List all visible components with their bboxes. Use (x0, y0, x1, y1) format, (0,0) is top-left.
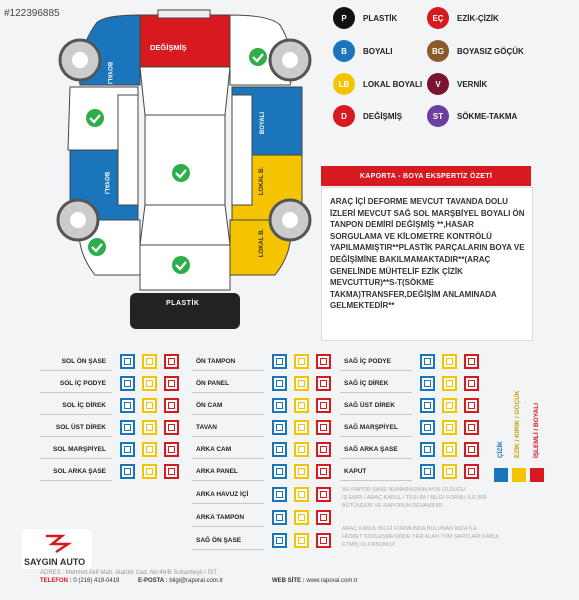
car-diagram (40, 5, 325, 335)
key-swatch-yellow (512, 468, 526, 482)
checklist-row-label: SOL MARŞPİYEL (40, 441, 112, 459)
status-checkbox[interactable] (142, 464, 157, 479)
legend-item (333, 7, 397, 29)
legend-item (427, 73, 487, 95)
status-checkbox[interactable] (272, 376, 287, 391)
key-swatch-blue (494, 468, 508, 482)
checklist-row-label: ARKA PANEL (192, 463, 264, 481)
status-checkbox[interactable] (164, 354, 179, 369)
status-checkbox[interactable] (294, 354, 309, 369)
checklist-row-label: ARKA TAMPON (192, 509, 264, 527)
legend-label: SÖKME-TAKMA (457, 111, 518, 121)
status-checkbox[interactable] (142, 442, 157, 457)
legend-item (333, 40, 393, 62)
checklist-row-label: ÖN PANEL (192, 375, 264, 393)
status-checkbox[interactable] (464, 442, 479, 457)
left-front-label: BOYALI (106, 61, 113, 85)
status-checkbox[interactable] (142, 376, 157, 391)
checklist-row-label: SOL ARKA ŞASE (40, 463, 112, 481)
note-line: BÜTÜNDÜR VE RAPORUN DEVAMIDIR. (342, 503, 444, 509)
status-checkbox[interactable] (316, 464, 331, 479)
checklist-row-label: TAVAN (192, 419, 264, 437)
phone-label: TELEFON : (40, 578, 72, 584)
legend-badge: V (427, 73, 449, 95)
key-label-islemli: İŞLEMLİ / BOYALI (533, 402, 540, 458)
key-label-cizik: ÇİZİK (497, 441, 504, 458)
status-checkbox[interactable] (316, 533, 331, 548)
legend-label: BOYALI (363, 46, 393, 56)
status-checkbox[interactable] (294, 376, 309, 391)
status-checkbox[interactable] (294, 464, 309, 479)
status-checkbox[interactable] (464, 354, 479, 369)
checklist-row-label: SAĞ MARŞPİYEL (340, 419, 412, 437)
checklist-row-label: KAPUT (340, 463, 412, 481)
checklist-row-label: SOL İÇ PODYE (40, 375, 112, 393)
note-line: İŞ EMRİ / ARAÇ KABUL / TESLİM / BİLGİ FORMU İLE BİR (342, 495, 487, 501)
checklist-row-label: SAĞ İÇ PODYE (340, 353, 412, 371)
checklist-row-label: SOL İÇ DİREK (40, 397, 112, 415)
phone-line (40, 578, 119, 584)
legend-item (333, 105, 402, 127)
status-checkbox[interactable] (272, 420, 287, 435)
status-checkbox[interactable] (164, 464, 179, 479)
email-value[interactable]: bilgi@raporal.com.tr (169, 578, 224, 584)
brand-logo-box (22, 529, 92, 569)
note-line: HİZMET SÖZLEŞMESİNDE YER ALAN TÜM ŞARTLARI KABUL (342, 534, 501, 540)
legend-badge: B (333, 40, 355, 62)
status-checkbox[interactable] (142, 420, 157, 435)
status-checkbox[interactable] (164, 376, 179, 391)
legend-badge: D (333, 105, 355, 127)
legend-label: EZİK-ÇİZİK (457, 13, 499, 23)
status-checkbox[interactable] (442, 398, 457, 413)
checklist-row-label: SOL ÖN ŞASE (40, 353, 112, 371)
status-checkbox[interactable] (120, 354, 135, 369)
legend-label: PLASTİK (363, 13, 398, 23)
legend-label: DEĞİŞMİŞ (363, 111, 403, 121)
status-checkbox[interactable] (272, 464, 287, 479)
status-checkbox[interactable] (464, 420, 479, 435)
status-checkbox[interactable] (142, 398, 157, 413)
status-checkbox[interactable] (272, 398, 287, 413)
left-rear-label: BOYALI (103, 171, 110, 195)
note-line: ARAÇ KABUL BİLGİ FORMUNDA BULUNAN İMZA İLE (342, 526, 478, 532)
windshield (140, 67, 230, 115)
status-checkbox[interactable] (442, 376, 457, 391)
status-checkbox[interactable] (464, 376, 479, 391)
rear-window (140, 205, 230, 245)
status-checkbox[interactable] (272, 487, 287, 502)
legend-item (333, 73, 422, 95)
status-checkbox[interactable] (294, 510, 309, 525)
brand-logo-icon (42, 532, 72, 554)
right-door-label: LOKAL B. (259, 166, 266, 196)
checklist-row-label: SOL ÜST DİREK (40, 419, 112, 437)
email-line (138, 578, 223, 584)
status-checkbox[interactable] (164, 442, 179, 457)
right-front-label: BOYALI (260, 111, 267, 135)
legend-item (427, 7, 499, 29)
checklist-row-label: SAĞ İÇ DİREK (340, 375, 412, 393)
legend-label: VERNİK (457, 79, 488, 89)
checklist-row-label: ARKA CAM (192, 441, 264, 459)
checklist-row-label: ÖN CAM (192, 397, 264, 415)
status-checkbox[interactable] (420, 354, 435, 369)
email-label: E-POSTA : (138, 578, 168, 584)
status-checkbox[interactable] (316, 376, 331, 391)
status-checkbox[interactable] (294, 442, 309, 457)
hood-label: DEĞİŞMİŞ (150, 43, 187, 52)
note-line: ETMİŞ OLURSUNUZ. (342, 542, 397, 548)
right-rear-label: LOKAL B. (259, 228, 266, 258)
status-checkbox[interactable] (272, 442, 287, 457)
roof-panel (145, 115, 225, 205)
rear-bumper-label: PLASTİK (166, 300, 200, 307)
status-checkbox[interactable] (272, 510, 287, 525)
status-checkbox[interactable] (294, 398, 309, 413)
status-checkbox[interactable] (272, 533, 287, 548)
status-checkbox[interactable] (316, 510, 331, 525)
status-checkbox[interactable] (316, 398, 331, 413)
status-checkbox[interactable] (294, 487, 309, 502)
key-label-ezik: EZİK / KIRIK / GÖÇÜK (514, 390, 521, 458)
status-checkbox[interactable] (294, 533, 309, 548)
address-line (40, 570, 217, 576)
status-checkbox[interactable] (420, 464, 435, 479)
status-checkbox[interactable] (120, 398, 135, 413)
status-checkbox[interactable] (420, 442, 435, 457)
status-checkbox[interactable] (420, 376, 435, 391)
status-checkbox[interactable] (316, 420, 331, 435)
status-checkbox[interactable] (272, 354, 287, 369)
status-checkbox[interactable] (164, 398, 179, 413)
status-checkbox[interactable] (120, 442, 135, 457)
status-checkbox[interactable] (442, 420, 457, 435)
legend-item (427, 40, 524, 62)
check-icon (172, 164, 190, 182)
checklist-row-label: ARKA HAVUZ İÇİ (192, 486, 264, 504)
legend-badge: P (333, 7, 355, 29)
status-checkbox[interactable] (120, 464, 135, 479)
legend-badge: EÇ (427, 7, 449, 29)
web-line (272, 578, 358, 584)
web-value[interactable]: www.raporal.com.tr (306, 578, 358, 584)
brand-name: SAYGIN AUTO (24, 557, 86, 567)
notes-block-2 (342, 525, 512, 549)
note-line: BU RAPOR ŞASE NUMARASININ AYNI OLDUĞU (342, 487, 466, 493)
checklist-row-label: SAĞ ARKA ŞASE (340, 441, 412, 459)
address-label: ADRES : (40, 570, 65, 576)
notes-block-1 (342, 486, 512, 510)
status-checkbox[interactable] (120, 420, 135, 435)
check-icon (86, 109, 104, 127)
address-value: Mehmet Akif Mah. Atatürk Cad. No:46/B Sultanbeyli / İST (65, 570, 218, 576)
legend-badge: LB (333, 73, 355, 95)
status-checkbox[interactable] (164, 420, 179, 435)
status-checkbox[interactable] (294, 420, 309, 435)
phone-value: 0 (216) 419-0419 (73, 578, 120, 584)
kaporta-title: KAPORTA - BOYA EKSPERTİZ ÖZETİ (321, 166, 531, 186)
legend-badge: ST (427, 105, 449, 127)
status-checkbox[interactable] (464, 464, 479, 479)
status-checkbox[interactable] (442, 442, 457, 457)
status-checkbox[interactable] (316, 442, 331, 457)
rear-bumper (130, 293, 240, 329)
checklist-row-label: SAĞ ÜST DİREK (340, 397, 412, 415)
status-checkbox[interactable] (464, 398, 479, 413)
status-checkbox[interactable] (442, 354, 457, 369)
status-checkbox[interactable] (420, 420, 435, 435)
hood-panel (140, 15, 230, 67)
check-icon (172, 256, 190, 274)
legend-item (427, 105, 517, 127)
key-swatch-red (530, 468, 544, 482)
legend-label: BOYASIZ GÖÇÜK (457, 46, 524, 56)
checklist-row-label: ÖN TAMPON (192, 353, 264, 371)
kaporta-text: ARAÇ İÇİ DEFORME MEVCUT TAVANDA DOLU İZLERİ MEVCUT SAĞ SOL MARŞBİYEL BOYALI ÖN TANPON DEMİRİ DEĞİŞMİŞ **,HASAR SORGULAMA VE KİLOMETRE KONTRÖLÜ YAPILMAMIŞTIR**PLASTİK PARÇALARIN BOYA VE DEĞİŞİMİNE BAKILMAMAKTADIR**(ARAÇ GENELİNDE MÜHTELİF EZİK ÇİZİK MEVCUTTUR)**S-T(SÖKME TAKMA)TRANSFER,DEĞİŞİM ANLAMINADA GELMEKTEDİR** (330, 197, 525, 311)
web-label: WEB SİTE : (272, 578, 305, 584)
status-checkbox[interactable] (316, 354, 331, 369)
checklist-row-label: SAĞ ÖN ŞASE (192, 532, 264, 550)
legend-label: LOKAL BOYALI (363, 79, 423, 89)
status-checkbox[interactable] (142, 354, 157, 369)
status-checkbox[interactable] (120, 376, 135, 391)
watermark-id: #122396885 (4, 8, 60, 19)
legend-badge: BG (427, 40, 449, 62)
status-checkbox[interactable] (442, 464, 457, 479)
status-checkbox[interactable] (316, 487, 331, 502)
check-icon (249, 48, 267, 66)
check-icon (88, 238, 106, 256)
status-checkbox[interactable] (420, 398, 435, 413)
